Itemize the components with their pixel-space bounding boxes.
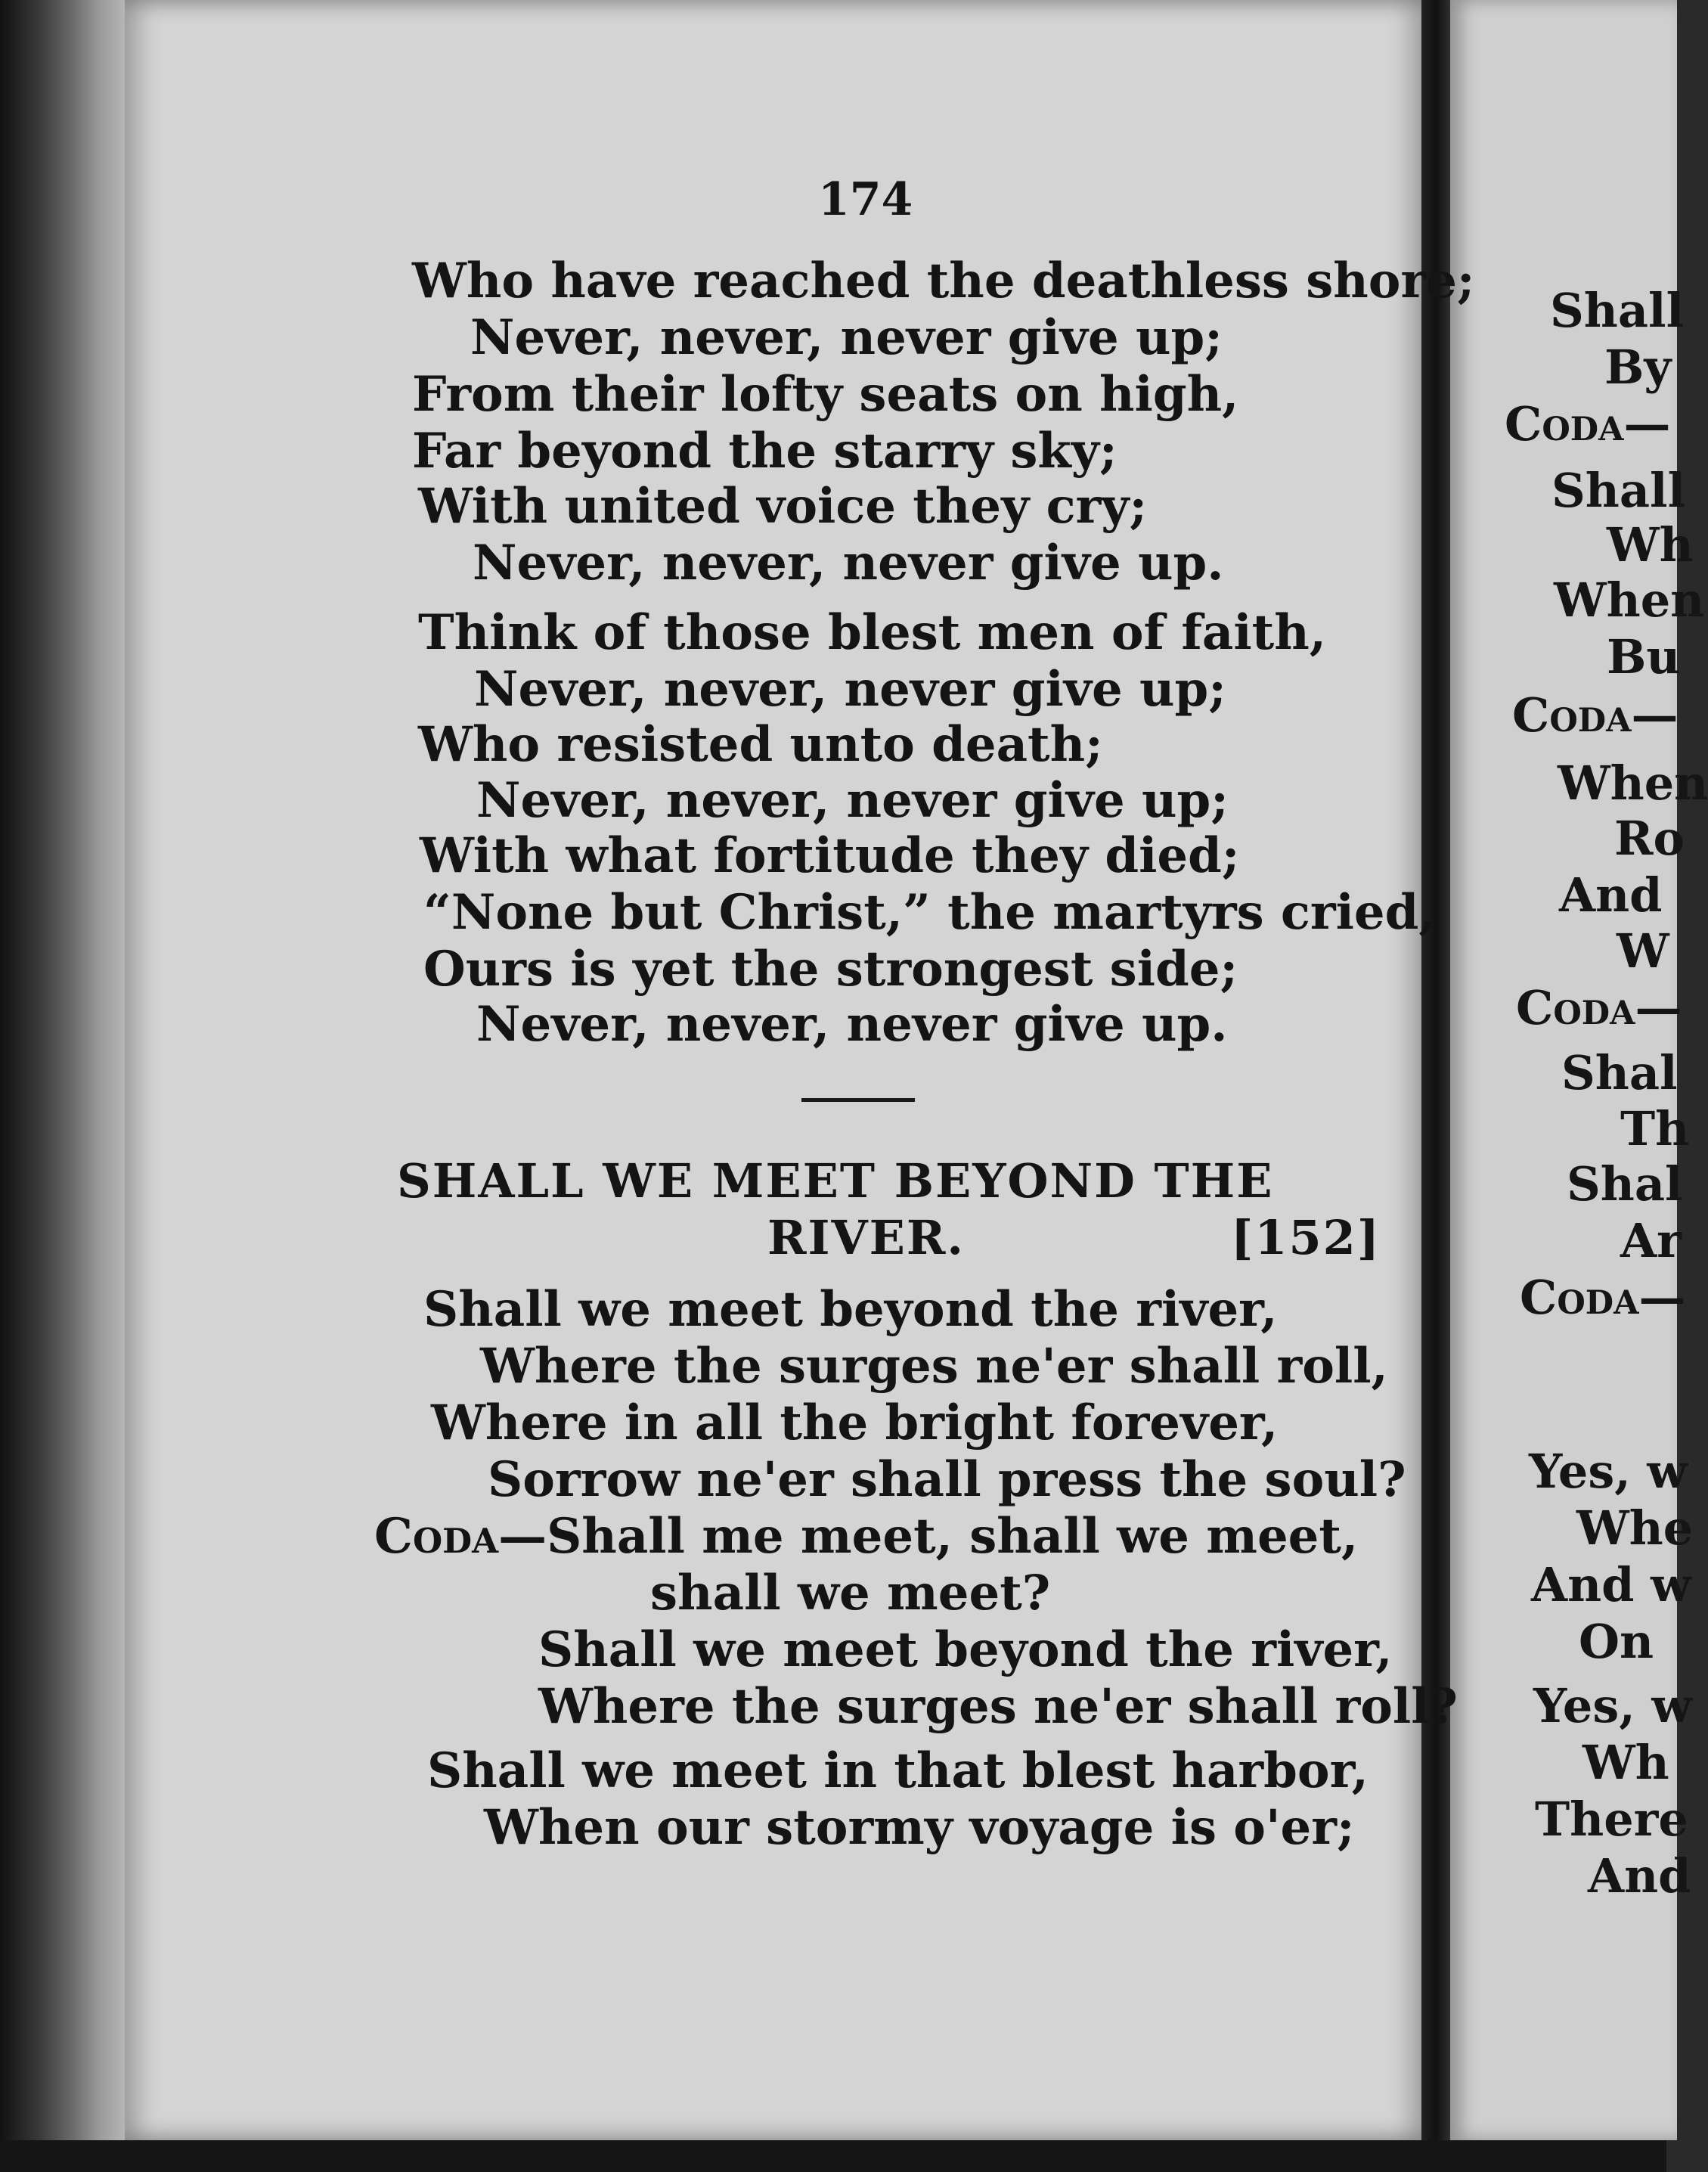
hymn-title-continued: RIVER. — [767, 1210, 965, 1265]
verse-line: “None but Christ,” the martyrs cried, — [423, 884, 1436, 941]
right-page-line: And — [1559, 867, 1663, 923]
right-page-line: Whe — [1576, 1500, 1694, 1556]
verse-line: Never, never, never give up; — [474, 661, 1226, 718]
book-gutter — [1421, 0, 1452, 2140]
right-page-line: By — [1604, 340, 1672, 395]
verse-line: Who resisted unto death; — [418, 716, 1103, 773]
right-page-line: Shall — [1551, 463, 1686, 518]
right-page-line: When — [1554, 572, 1705, 628]
section-divider — [801, 1098, 915, 1102]
verse-line: Where in all the bright forever, — [431, 1395, 1279, 1451]
coda-text: Shall me meet, shall we meet, — [547, 1508, 1359, 1565]
verse-line: Never, never, never give up; — [470, 309, 1223, 366]
verse-line: From their lofty seats on high, — [412, 366, 1239, 423]
right-page-line: And — [1588, 1848, 1691, 1904]
right-page-line: Wh — [1582, 1735, 1669, 1790]
right-page-line: On — [1579, 1614, 1654, 1669]
right-page-line: Bu — [1607, 629, 1681, 684]
right-page-line: Yes, w — [1529, 1444, 1688, 1499]
coda-label: Coda— — [374, 1508, 547, 1565]
coda-line: Where the surges ne'er shall roll? — [538, 1678, 1458, 1735]
right-page-line: Coda— — [1520, 1270, 1686, 1325]
right-page-line: There — [1535, 1792, 1688, 1847]
verse-line: Far beyond the starry sky; — [412, 423, 1117, 479]
verse-line: Never, never, never give up. — [473, 535, 1224, 591]
right-page-line: Coda— — [1516, 980, 1682, 1035]
hymn-title: SHALL WE MEET BEYOND THE — [397, 1153, 1274, 1209]
right-page-line: Ro — [1614, 811, 1685, 866]
page-number: 174 — [818, 173, 913, 226]
scan-bottom-edge — [0, 2140, 1666, 2172]
right-page-line: When — [1558, 756, 1708, 811]
right-page-line: Th — [1620, 1101, 1690, 1156]
right-page-line: Wh — [1607, 517, 1694, 572]
verse-line: When our stormy voyage is o'er; — [484, 1799, 1355, 1856]
right-page-line: Shal — [1561, 1045, 1678, 1100]
coda-line — [374, 1508, 1359, 1565]
right-page-line: Ar — [1620, 1213, 1682, 1268]
right-page-line: Yes, w — [1533, 1678, 1692, 1733]
coda-line: Shall we meet beyond the river, — [538, 1621, 1393, 1678]
verse-line: With united voice they cry; — [418, 478, 1148, 535]
verse-line: Never, never, never give up. — [476, 996, 1228, 1053]
right-page-line: Coda— — [1505, 396, 1671, 451]
verse-line: Shall we meet beyond the river, — [423, 1281, 1278, 1338]
book-edge — [0, 0, 132, 2172]
right-page-line: W — [1617, 923, 1669, 979]
verse-line: Where the surges ne'er shall roll, — [480, 1338, 1388, 1395]
verse-line: Who have reached the deathless shore; — [412, 253, 1475, 309]
right-page-line: Shal — [1567, 1156, 1683, 1212]
verse-line: Ours is yet the strongest side; — [423, 941, 1238, 998]
right-page-line: And w — [1531, 1557, 1691, 1612]
verse-line: Sorrow ne'er shall press the soul? — [488, 1451, 1406, 1508]
verse-line: Never, never, never give up; — [476, 772, 1229, 829]
verse-line: Think of those blest men of faith, — [418, 604, 1327, 661]
right-page-line: Shall — [1550, 283, 1685, 338]
right-page-line: Coda— — [1512, 687, 1679, 743]
coda-line: shall we meet? — [650, 1565, 1051, 1621]
verse-line: With what fortitude they died; — [420, 827, 1240, 884]
hymn-number: [152] — [1231, 1210, 1381, 1265]
verse-line: Shall we meet in that blest harbor, — [427, 1742, 1369, 1799]
